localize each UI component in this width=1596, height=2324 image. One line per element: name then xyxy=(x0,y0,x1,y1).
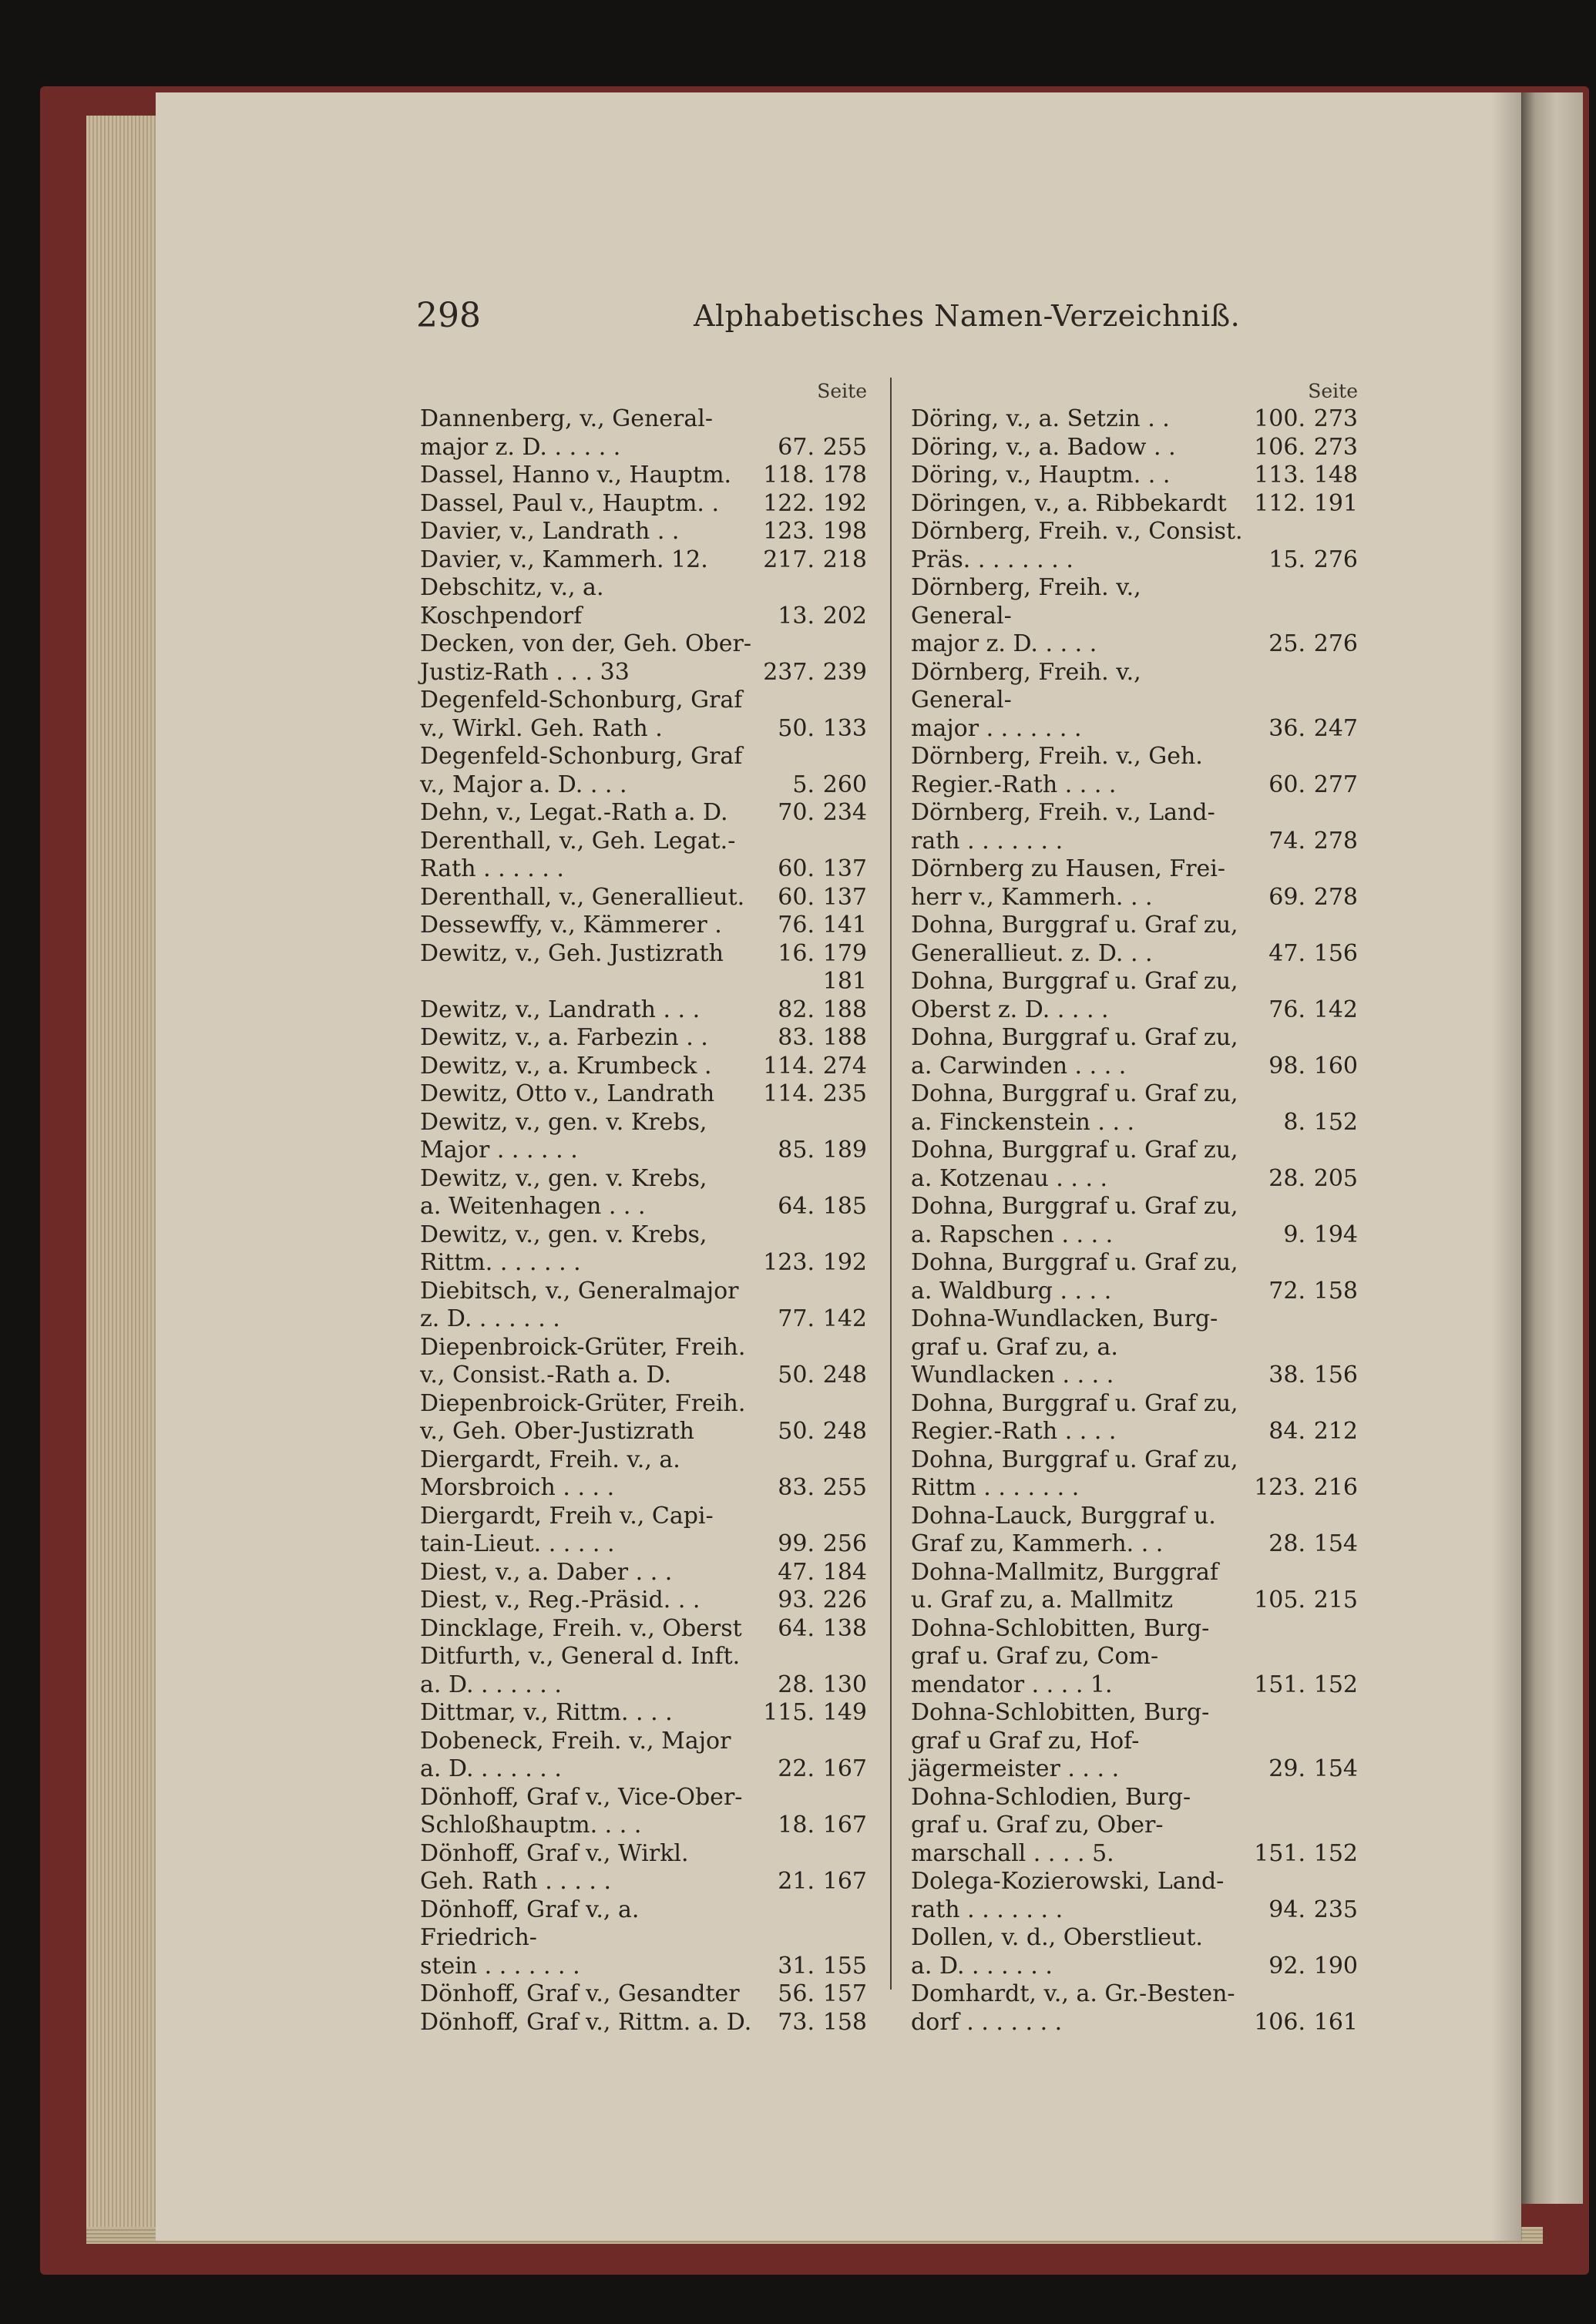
entry-page: 130 xyxy=(822,1671,867,1698)
entry-page: 189 xyxy=(822,1137,867,1164)
index-entry xyxy=(911,434,1358,462)
entry-page: 235 xyxy=(1313,1896,1358,1923)
index-entry xyxy=(911,1980,1358,2037)
index-entry xyxy=(420,1980,867,2009)
index-entry xyxy=(420,630,867,687)
index-entry xyxy=(911,1249,1358,1305)
index-entry xyxy=(420,546,867,575)
entry-name: Dolega-Kozierowski, Land- rath . . . . . . . xyxy=(911,1868,1225,1923)
entry-volume: 64. xyxy=(778,1614,815,1642)
index-entry xyxy=(420,1559,867,1587)
entry-volume: 112. xyxy=(1254,489,1305,517)
index-column-left xyxy=(420,378,867,2037)
entry-volume: 98. xyxy=(1268,1052,1305,1080)
entry-name: Dincklage, Freih. v., Oberst xyxy=(420,1614,742,1642)
entry-name: Dewitz, v., a. Krumbeck . xyxy=(420,1052,712,1080)
entry-page: 152 xyxy=(1313,1671,1358,1698)
entry-page: 178 xyxy=(822,462,867,489)
index-entry xyxy=(911,968,1358,1024)
entry-volume: 99. xyxy=(778,1530,815,1557)
entry-name: Diepenbroick-Grüter, Freih. v., Consist.-Rath a. D. xyxy=(420,1333,746,1389)
entry-name: Dannenberg, v., General- major z. D. . . . . . xyxy=(420,405,713,461)
entry-page: 260 xyxy=(822,771,867,798)
index-entry xyxy=(911,574,1358,659)
entry-volume: 123. xyxy=(1254,1474,1305,1501)
index-entry xyxy=(911,659,1358,744)
entry-name: Domhardt, v., a. Gr.-Besten- dorf . . . . . . . xyxy=(911,1980,1235,2036)
entry-volume: 82. xyxy=(778,996,815,1023)
entry-name: Dohna, Burggraf u. Graf zu, a. Waldburg . . . . xyxy=(911,1249,1238,1305)
entry-page: 235 xyxy=(822,1080,867,1107)
entry-name: Dewitz, v., Geh. Justizrath xyxy=(420,939,724,967)
entry-volume: 100. xyxy=(1254,405,1305,432)
entry-page: 148 xyxy=(1313,462,1358,489)
entry-name: Ditfurth, v., General d. Inft. a. D. . . . . . . xyxy=(420,1643,741,1698)
entry-name: Döring, v., a. Badow . . xyxy=(911,433,1176,461)
entry-name: Dohna-Mallmitz, Burggraf u. Graf zu, a. Mallmitz xyxy=(911,1558,1218,1614)
index-entry xyxy=(911,1446,1358,1503)
index-entry xyxy=(911,462,1358,490)
index-entry xyxy=(420,490,867,519)
entry-name: Diepenbroick-Grüter, Freih. v., Geh. Ober-Justizrath xyxy=(420,1389,746,1445)
entry-page: 255 xyxy=(822,1474,867,1501)
entry-volume: 15. xyxy=(1268,546,1305,573)
index-entry xyxy=(420,518,867,546)
entry-name: Dohna, Burggraf u. Graf zu, Generallieut. z. D. . . xyxy=(911,912,1238,967)
entry-page: 149 xyxy=(822,1699,867,1726)
entry-page: 188 xyxy=(822,996,867,1023)
entry-page: 205 xyxy=(1313,1164,1358,1192)
index-entry xyxy=(911,518,1358,574)
entry-page: 276 xyxy=(1313,546,1358,573)
entry-name: Dohna, Burggraf u. Graf zu, Oberst z. D. . . . . xyxy=(911,968,1238,1023)
entry-volume: 123. xyxy=(763,518,815,545)
entry-name: Döringen, v., a. Ribbekardt xyxy=(911,489,1227,517)
entry-name: Döring, v., Hauptm. . . xyxy=(911,462,1171,489)
index-entry xyxy=(420,1503,867,1559)
index-entry xyxy=(911,855,1358,912)
entry-name: Dassel, Hanno v., Hauptm. xyxy=(420,462,732,489)
entry-name: Dönhoff, Graf v., Vice-Ober- Schloßhauptm. . . . xyxy=(420,1783,743,1839)
index-entry xyxy=(420,968,867,996)
entry-volume: 69. xyxy=(1268,883,1305,911)
entry-volume: 28. xyxy=(1268,1530,1305,1557)
entry-volume: 114. xyxy=(763,1080,815,1107)
entry-volume: 18. xyxy=(778,1812,815,1839)
entry-name: Dönhoff, Graf v., Rittm. a. D. xyxy=(420,2008,752,2036)
index-entry xyxy=(420,1109,867,1165)
index-entry xyxy=(420,574,867,630)
entry-name: Döring, v., a. Setzin . . xyxy=(911,405,1170,432)
index-entry xyxy=(420,1221,867,1278)
index-entry xyxy=(420,1390,867,1446)
index-entry xyxy=(911,1137,1358,1193)
entry-name: Debschitz, v., a. Koschpendorf xyxy=(420,574,604,630)
running-title: Alphabetisches Namen-Verzeichniß. xyxy=(694,299,1241,333)
index-entry xyxy=(911,1503,1358,1559)
entry-page: 154 xyxy=(1313,1530,1358,1557)
entry-volume: 47. xyxy=(1268,939,1305,967)
entry-name: Dörnberg, Freih. v., Geh. Regier.-Rath . . . . xyxy=(911,743,1203,798)
entry-volume: 50. xyxy=(778,1362,815,1389)
page-number: 298 xyxy=(416,296,481,335)
entry-page: 141 xyxy=(822,912,867,939)
entry-list xyxy=(911,405,1358,2037)
page-gutter-shadow xyxy=(1491,92,1522,2241)
entry-name: Diergardt, Freih. v., a. Morsbroich . . . . xyxy=(420,1446,680,1501)
index-entry xyxy=(420,687,867,743)
entry-volume: 106. xyxy=(1254,2008,1305,2036)
entry-volume: 76. xyxy=(1268,996,1305,1023)
entry-name: Dewitz, v., a. Farbezin . . xyxy=(420,1024,708,1051)
entry-name: Dohna-Lauck, Burggraf u. Graf zu, Kammerh. . . xyxy=(911,1502,1216,1557)
entry-volume: 73. xyxy=(778,2008,815,2036)
entry-volume: 60. xyxy=(1268,771,1305,798)
entry-name: Derenthall, v., Geh. Legat.- Rath . . . . . . xyxy=(420,827,736,882)
entry-name: Dewitz, v., gen. v. Krebs, Rittm. . . . . . . xyxy=(420,1221,707,1276)
index-entry xyxy=(420,1896,867,1981)
entry-name: Diebitsch, v., Generalmajor z. D. . . . . . . xyxy=(420,1277,739,1332)
entry-page: 158 xyxy=(1313,1277,1358,1305)
entry-page: 198 xyxy=(822,518,867,545)
index-entry xyxy=(911,1024,1358,1080)
entry-page: 192 xyxy=(822,1249,867,1276)
entry-volume: 9. xyxy=(1283,1221,1305,1248)
index-entry xyxy=(420,1024,867,1053)
facing-page-edge xyxy=(1521,92,1583,2204)
index-entry xyxy=(420,462,867,490)
index-entry xyxy=(420,1587,867,1615)
entry-name: Dohna-Schlobitten, Burg- graf u. Graf zu, Com- mendator . . . . 1. xyxy=(911,1614,1210,1698)
index-entry xyxy=(420,743,867,799)
entry-page: 191 xyxy=(1313,489,1358,517)
entry-volume: 22. xyxy=(778,1755,815,1782)
entry-volume: 123. xyxy=(763,1249,815,1276)
entry-volume: 25. xyxy=(1268,630,1305,657)
entry-volume: 106. xyxy=(1254,433,1305,461)
index-entry xyxy=(420,1053,867,1081)
entry-page: 248 xyxy=(822,1362,867,1389)
entry-name: Dohna-Schlodien, Burg- graf u. Graf zu, Ober- marschall . . . . 5. xyxy=(911,1783,1191,1867)
entry-name: Dönhoff, Graf v., Gesandter xyxy=(420,1980,740,2007)
entry-volume: 115. xyxy=(763,1699,815,1726)
entry-name: Dessewffy, v., Kämmerer . xyxy=(420,912,722,939)
entry-name: Dehn, v., Legat.-Rath a. D. xyxy=(420,799,728,826)
entry-name: Dönhoff, Graf v., a. Friedrich- stein . . . . . . . xyxy=(420,1896,640,1980)
entry-page: 160 xyxy=(1313,1052,1358,1080)
entry-name: Dittmar, v., Rittm. . . . xyxy=(420,1699,673,1726)
index-entry xyxy=(420,1840,867,1896)
index-entry xyxy=(420,996,867,1025)
entry-page: 156 xyxy=(1313,939,1358,967)
entry-name: Dohna, Burggraf u. Graf zu, a. Finckenstein . . . xyxy=(911,1080,1238,1136)
entry-volume: 83. xyxy=(778,1024,815,1051)
entry-volume: 76. xyxy=(778,912,815,939)
entry-page: 274 xyxy=(822,1052,867,1080)
entry-page: 188 xyxy=(822,1024,867,1051)
entry-page: 142 xyxy=(822,1305,867,1332)
entry-name: Dohna, Burggraf u. Graf zu, a. Carwinden . . . . xyxy=(911,1024,1238,1080)
entry-page: 152 xyxy=(1313,1108,1358,1136)
entry-page: 226 xyxy=(822,1587,867,1614)
entry-page: 234 xyxy=(822,799,867,826)
entry-page: 192 xyxy=(822,489,867,517)
index-entry xyxy=(911,1615,1358,1700)
entry-name: Degenfeld-Schonburg, Graf v., Wirkl. Geh. Rath . xyxy=(420,687,743,742)
index-entry xyxy=(911,1868,1358,1924)
entry-page: 167 xyxy=(822,1868,867,1895)
entry-name: Davier, v., Kammerh. 12. xyxy=(420,546,708,573)
entry-name: Dörnberg zu Hausen, Frei- herr v., Kammerh. . . xyxy=(911,855,1226,911)
entry-volume: 105. xyxy=(1254,1587,1305,1614)
index-entry xyxy=(911,490,1358,519)
entry-page: 255 xyxy=(822,433,867,461)
entry-page: 152 xyxy=(1313,1839,1358,1867)
entry-page: 190 xyxy=(1313,1952,1358,1980)
index-entry xyxy=(911,1305,1358,1390)
entry-name: Dassel, Paul v., Hauptm. . xyxy=(420,489,720,517)
index-entry xyxy=(420,405,867,462)
entry-page: 155 xyxy=(822,1952,867,1980)
entry-name: Dohna, Burggraf u. Graf zu, a. Kotzenau . . . . xyxy=(911,1137,1238,1192)
entry-page: 248 xyxy=(822,1418,867,1445)
entry-volume: 151. xyxy=(1254,1839,1305,1867)
entry-page: 273 xyxy=(1313,433,1358,461)
entry-volume: 74. xyxy=(1268,827,1305,855)
index-entry xyxy=(420,1615,867,1644)
entry-name: Dörnberg, Freih. v., General- major z. D. . . . . xyxy=(911,574,1141,657)
index-entry xyxy=(420,799,867,828)
index-entry xyxy=(911,1559,1358,1615)
index-entry xyxy=(420,1165,867,1221)
entry-volume: 118. xyxy=(763,462,815,489)
entry-volume: 16. xyxy=(778,939,815,967)
entry-page: 156 xyxy=(1313,1362,1358,1389)
entry-page: 277 xyxy=(1313,771,1358,798)
index-entry xyxy=(420,828,867,884)
entry-page: 138 xyxy=(822,1614,867,1642)
entry-name: Dobeneck, Freih. v., Major a. D. . . . . . . xyxy=(420,1727,731,1782)
entry-name: Dewitz, v., Landrath . . . xyxy=(420,996,701,1023)
entry-page: 179 xyxy=(822,939,867,967)
entry-page: 142 xyxy=(1313,996,1358,1023)
entry-page: 137 xyxy=(822,883,867,911)
entry-name: Dörnberg, Freih. v., Consist. Präs. . . . . . . . xyxy=(911,518,1243,573)
entry-name: Dörnberg, Freih. v., General- major . . . . . . . xyxy=(911,658,1141,742)
entry-volume: 67. xyxy=(778,433,815,461)
entry-volume: 60. xyxy=(778,883,815,911)
entry-name: Dohna, Burggraf u. Graf zu, Rittm . . . . . . . xyxy=(911,1446,1238,1501)
entry-list xyxy=(420,405,867,2037)
index-entry xyxy=(911,1193,1358,1249)
index-entry xyxy=(420,1643,867,1699)
entry-page: 185 xyxy=(822,1193,867,1220)
entry-name: Derenthall, v., Generallieut. xyxy=(420,883,745,911)
entry-volume: 114. xyxy=(763,1052,815,1080)
entry-volume: 50. xyxy=(778,1418,815,1445)
entry-page: 184 xyxy=(822,1558,867,1586)
index-entry xyxy=(911,743,1358,799)
entry-page: 181 xyxy=(822,968,867,995)
entry-volume: 94. xyxy=(1268,1896,1305,1923)
entry-volume: 50. xyxy=(778,714,815,742)
entry-volume: 217. xyxy=(763,546,815,573)
entry-page: 239 xyxy=(822,658,867,686)
entry-volume: 60. xyxy=(778,855,815,882)
entry-page: 216 xyxy=(1313,1474,1358,1501)
index-entry xyxy=(911,1390,1358,1446)
page-fore-edge xyxy=(86,116,160,2238)
index-entry xyxy=(911,405,1358,434)
index-entry xyxy=(420,884,867,912)
entry-name: Dohna-Schlobitten, Burg- graf u Graf zu, Hof- jägermeister . . . . xyxy=(911,1699,1210,1782)
entry-name: Diergardt, Freih v., Capi- tain-Lieut. . . . . . xyxy=(420,1502,714,1557)
entry-name: Dewitz, Otto v., Landrath xyxy=(420,1080,715,1107)
index-entry xyxy=(420,1699,867,1728)
column-divider xyxy=(890,378,892,1990)
entry-volume: 28. xyxy=(778,1671,815,1698)
index-entry xyxy=(911,1924,1358,1980)
entry-page: 194 xyxy=(1313,1221,1358,1248)
index-entry xyxy=(420,940,867,969)
entry-volume: 56. xyxy=(778,1980,815,2007)
entry-volume: 83. xyxy=(778,1474,815,1501)
entry-volume: 93. xyxy=(778,1587,815,1614)
entry-volume: 70. xyxy=(778,799,815,826)
index-entry xyxy=(420,1278,867,1334)
entry-page: 161 xyxy=(1313,2008,1358,2036)
entry-page: 215 xyxy=(1313,1587,1358,1614)
entry-page: 154 xyxy=(1313,1755,1358,1782)
entry-volume: 85. xyxy=(778,1137,815,1164)
entry-volume: 77. xyxy=(778,1305,815,1332)
entry-volume: 13. xyxy=(778,602,815,630)
entry-volume: 92. xyxy=(1268,1952,1305,1980)
entry-page: 278 xyxy=(1313,827,1358,855)
index-entry xyxy=(420,912,867,940)
column-heading: Seite xyxy=(817,380,867,402)
entry-name: Dohna, Burggraf u. Graf zu, a. Rapschen . . . . xyxy=(911,1193,1238,1248)
page-header xyxy=(416,296,1426,342)
index-entry xyxy=(420,1784,867,1840)
index-entry xyxy=(420,1334,867,1390)
entry-volume: 8. xyxy=(1283,1108,1305,1136)
entry-name: Dewitz, v., gen. v. Krebs, a. Weitenhagen . . . xyxy=(420,1164,707,1220)
index-entry xyxy=(911,1699,1358,1784)
entry-name: Dörnberg, Freih. v., Land- rath . . . . . . . xyxy=(911,799,1215,855)
entry-name: Decken, von der, Geh. Ober- Justiz-Rath . . . 33 xyxy=(420,630,752,686)
entry-volume: 64. xyxy=(778,1193,815,1220)
entry-page: 157 xyxy=(822,1980,867,2007)
entry-name: Davier, v., Landrath . . xyxy=(420,518,680,545)
entry-name: Dewitz, v., gen. v. Krebs, Major . . . . . . xyxy=(420,1108,707,1164)
entry-volume: 29. xyxy=(1268,1755,1305,1782)
entry-page: 167 xyxy=(822,1812,867,1839)
column-heading: Seite xyxy=(1308,380,1358,402)
entry-page: 202 xyxy=(822,602,867,630)
entry-volume: 36. xyxy=(1268,714,1305,742)
entry-name: Diest, v., a. Daber . . . xyxy=(420,1558,673,1586)
entry-name: Diest, v., Reg.-Präsid. . . xyxy=(420,1587,701,1614)
entry-page: 167 xyxy=(822,1755,867,1782)
entry-volume: 151. xyxy=(1254,1671,1305,1698)
entry-page: 212 xyxy=(1313,1418,1358,1445)
entry-page: 273 xyxy=(1313,405,1358,432)
entry-page: 278 xyxy=(1313,883,1358,911)
index-entry xyxy=(911,799,1358,855)
entry-volume: 84. xyxy=(1268,1418,1305,1445)
entry-page: 276 xyxy=(1313,630,1358,657)
entry-volume: 31. xyxy=(778,1952,815,1980)
entry-name: Dohna-Wundlacken, Burg- graf u. Graf zu, a. Wundlacken . . . . xyxy=(911,1305,1218,1389)
index-entry xyxy=(911,912,1358,968)
index-entry xyxy=(911,1784,1358,1869)
entry-name: Dohna, Burggraf u. Graf zu, Regier.-Rath . . . . xyxy=(911,1389,1238,1445)
entry-name: Dönhoff, Graf v., Wirkl. Geh. Rath . . . . . xyxy=(420,1839,689,1895)
entry-volume: 113. xyxy=(1254,462,1305,489)
entry-volume: 122. xyxy=(763,489,815,517)
entry-page: 137 xyxy=(822,855,867,882)
entry-volume: 47. xyxy=(778,1558,815,1586)
entry-name: Dollen, v. d., Oberstlieut. a. D. . . . . . . xyxy=(911,1924,1203,1980)
entry-page: 247 xyxy=(1313,714,1358,742)
index-entry xyxy=(420,1080,867,1109)
index-entry xyxy=(420,2009,867,2037)
entry-volume: 28. xyxy=(1268,1164,1305,1192)
entry-page: 256 xyxy=(822,1530,867,1557)
index-entry xyxy=(420,1728,867,1784)
entry-volume: 237. xyxy=(763,658,815,686)
entry-volume: 21. xyxy=(778,1868,815,1895)
index-entry xyxy=(420,1446,867,1503)
entry-volume: 5. xyxy=(792,771,815,798)
entry-page: 218 xyxy=(822,546,867,573)
entry-page: 158 xyxy=(822,2008,867,2036)
index-entry xyxy=(911,1080,1358,1137)
entry-volume: 38. xyxy=(1268,1362,1305,1389)
index-column-right xyxy=(911,378,1358,2037)
entry-page: 133 xyxy=(822,714,867,742)
entry-volume: 72. xyxy=(1268,1277,1305,1305)
entry-name: Degenfeld-Schonburg, Graf v., Major a. D. . . . xyxy=(420,743,743,798)
